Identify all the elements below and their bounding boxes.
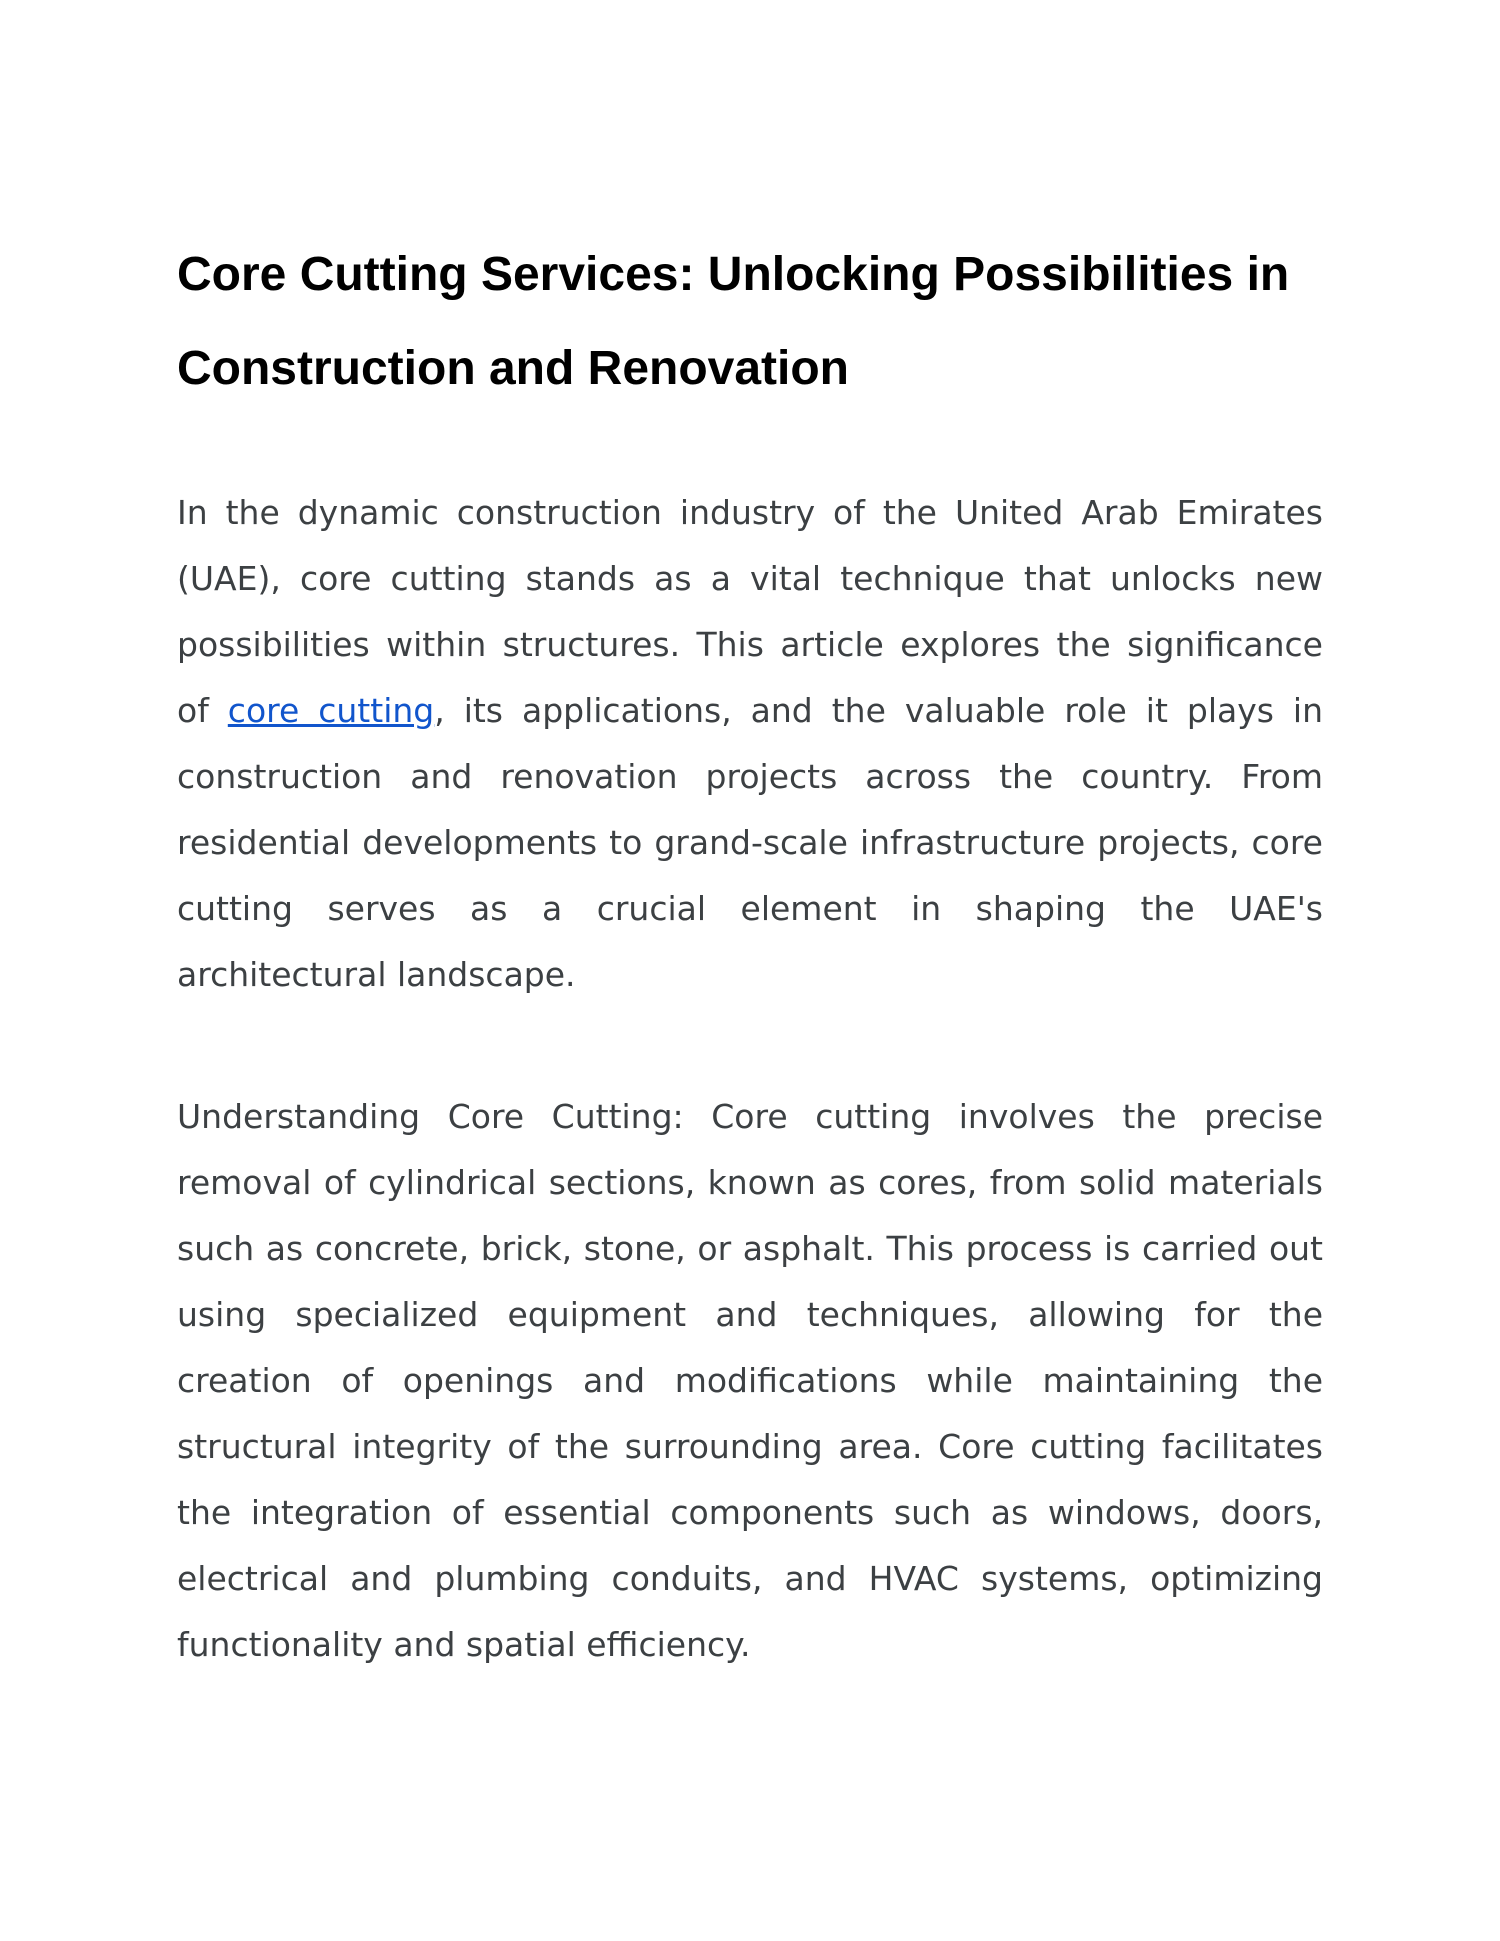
intro-text-after-link: , its applications, and the valuable role it plays in construction and renovation projects across the country. From residential developments to grand-scale infrastructure projects, core cutting serves as a crucial element in shaping the UAE's architectural landscape. xyxy=(177,691,1324,994)
document-content xyxy=(177,228,1323,1678)
understanding-paragraph: Understanding Core Cutting: Core cutting involves the precise removal of cylindrical sections, known as cores, from solid materials such as concrete, brick, stone, or asphalt. This process is carried out using specialized equipment and techniques, allowing for the creation of openings and modifications while maintaining the structural integrity of the surrounding area. Core cutting facilitates the integration of essential components such as windows, doors, electrical and plumbing conduits, and HVAC systems, optimizing functionality and spatial efficiency. xyxy=(177,1097,1323,1664)
intro-paragraph xyxy=(177,480,1323,1008)
document-title: Core Cutting Services: Unlocking Possibilities in Construction and Renovation xyxy=(177,248,1290,395)
intro-text-before-link: In the dynamic construction industry of the United Arab Emirates (UAE), core cutting stands as a vital technique that unlocks new possibilities within structures. This article explores the significance of xyxy=(177,493,1323,730)
core-cutting-link[interactable]: core cutting xyxy=(227,691,435,730)
